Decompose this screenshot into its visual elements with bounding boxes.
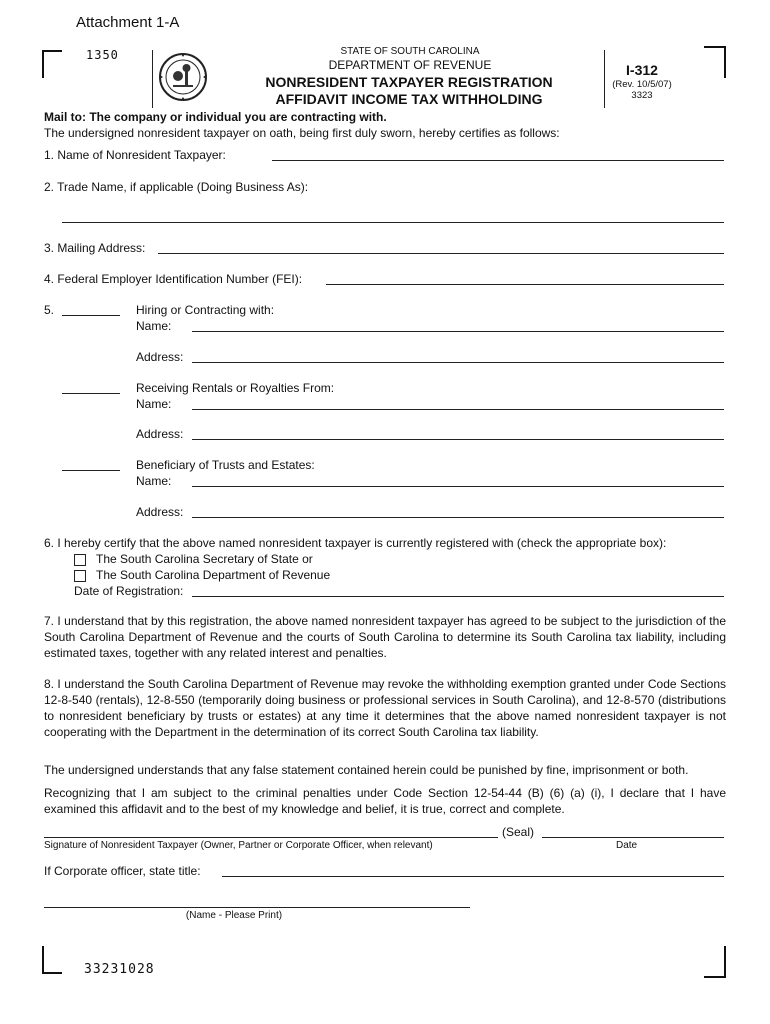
false-statement-text: The undersigned understands that any false statement contained herein could be punished by fine, imprisonment or both. xyxy=(44,763,689,777)
form-code-3323: 3323 xyxy=(631,90,653,101)
form-title-line1: NONRESIDENT TAXPAYER REGISTRATION xyxy=(265,74,553,90)
crop-mark-bottom-right xyxy=(704,946,726,978)
intro-text: The undersigned nonresident taxpayer on oath, being first duly sworn, hereby certifies as follows: xyxy=(44,126,560,140)
item-4-label: 4. Federal Employer Identification Number (FEI): xyxy=(44,272,303,286)
form-code-top: 1350 xyxy=(86,48,119,62)
trade-name-field[interactable] xyxy=(62,222,724,223)
item-7-text: 7. I understand that by this registration, the above named nonresident taxpayer has agreed to be subject to the jurisdiction of the South Carolina Department of Revenue and the courts of South Carolina to determine its South Carolina tax liability, including estimated taxes, together with any related interest and penalties. xyxy=(44,614,726,660)
trusts-address-field[interactable] xyxy=(192,517,724,518)
rentals-name-label: Name: xyxy=(136,397,172,411)
hiring-name-field[interactable] xyxy=(192,331,724,332)
rentals-label: Receiving Rentals or Royalties From: xyxy=(136,381,335,395)
mail-to: Mail to: The company or individual you are contracting with. xyxy=(44,110,387,124)
trusts-name-label: Name: xyxy=(136,474,172,488)
crop-mark-top-right xyxy=(704,46,726,78)
crop-mark-bottom-left xyxy=(42,946,62,974)
mailing-address-field[interactable] xyxy=(158,253,724,254)
print-name-caption: (Name - Please Print) xyxy=(185,910,283,921)
rentals-check-field[interactable] xyxy=(62,393,120,394)
corporate-title-field[interactable] xyxy=(222,876,724,877)
print-name-field[interactable] xyxy=(44,907,470,908)
corporate-officer-label: If Corporate officer, state title: xyxy=(44,864,201,878)
form-title-line2: AFFIDAVIT INCOME TAX WITHHOLDING xyxy=(275,91,543,107)
hiring-address-field[interactable] xyxy=(192,362,724,363)
date-field[interactable] xyxy=(542,837,724,838)
recognizing-text: Recognizing that I am subject to the criminal penalties under Code Section 12-54-44 (B) (6) (a) (i), I declare that I have examined this affidavit and to the best of my knowledge and belief, it is true, correct and complete. xyxy=(44,786,726,816)
trusts-check-field[interactable] xyxy=(62,470,120,471)
fei-field[interactable] xyxy=(326,284,724,285)
rentals-address-field[interactable] xyxy=(192,439,724,440)
hiring-name-label: Name: xyxy=(136,319,172,333)
header-state: STATE OF SOUTH CAROLINA xyxy=(340,46,480,57)
state-seal-icon xyxy=(158,52,208,102)
signature-field[interactable] xyxy=(44,837,498,838)
item-2-label: 2. Trade Name, if applicable (Doing Business As): xyxy=(44,180,309,194)
form-number: I-312 xyxy=(626,62,658,78)
header-department: DEPARTMENT OF REVENUE xyxy=(328,58,492,72)
department-of-revenue-checkbox[interactable] xyxy=(74,570,86,582)
header-divider-left xyxy=(152,50,153,108)
crop-mark-top-left xyxy=(42,50,62,78)
signature-caption: Signature of Nonresident Taxpayer (Owner, Partner or Corporate Officer, when relevant) xyxy=(44,840,433,851)
item-1-label: 1. Name of Nonresident Taxpayer: xyxy=(44,148,226,162)
date-of-registration-field[interactable] xyxy=(192,596,724,597)
hiring-check-field[interactable] xyxy=(62,315,120,316)
hiring-label: Hiring or Contracting with: xyxy=(136,303,275,317)
attachment-label: Attachment 1-A xyxy=(76,14,180,31)
item-6-text: 6. I hereby certify that the above named nonresident taxpayer is currently registered with (check the appropriate box): xyxy=(44,536,667,550)
item-3-label: 3. Mailing Address: xyxy=(44,241,146,255)
form-revision: (Rev. 10/5/07) xyxy=(612,79,672,90)
trusts-address-label: Address: xyxy=(136,505,184,519)
taxpayer-name-field[interactable] xyxy=(272,160,724,161)
date-of-registration-label: Date of Registration: xyxy=(74,584,184,598)
secretary-of-state-checkbox[interactable] xyxy=(74,554,86,566)
date-caption: Date xyxy=(616,840,638,851)
department-of-revenue-label: The South Carolina Department of Revenue xyxy=(96,568,331,582)
trusts-label: Beneficiary of Trusts and Estates: xyxy=(136,458,315,472)
secretary-of-state-label: The South Carolina Secretary of State or xyxy=(96,552,313,566)
item-5-number: 5. xyxy=(44,303,55,317)
trusts-name-field[interactable] xyxy=(192,486,724,487)
rentals-name-field[interactable] xyxy=(192,409,724,410)
form-code-bottom: 33231028 xyxy=(84,962,155,977)
seal-label: (Seal) xyxy=(502,825,535,839)
hiring-address-label: Address: xyxy=(136,350,184,364)
rentals-address-label: Address: xyxy=(136,427,184,441)
item-8-text: 8. I understand the South Carolina Department of Revenue may revoke the withholding exemption granted under Code Sections 12-8-540 (rentals), 12-8-550 (temporarily doing business or professional services in South Carolina), and 12-8-570 (distributions to nonresident beneficiary by trusts or estates) at any time it determines that the above named nonresident taxpayer is not cooperating with the Department in the determination of its correct South Carolina tax liability. xyxy=(44,677,726,739)
